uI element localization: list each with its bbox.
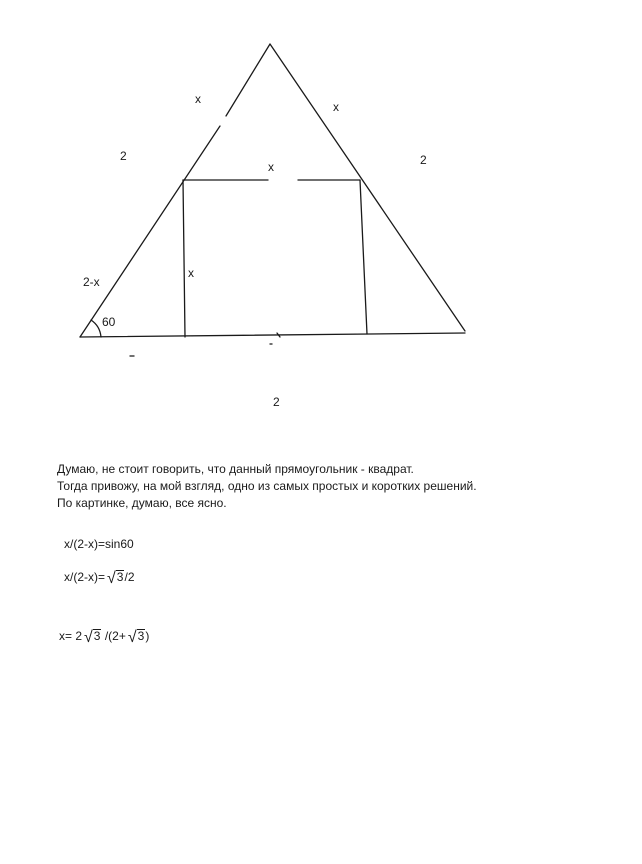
label-top-right-x: x — [333, 100, 339, 114]
note-line-1: Думаю, не стоит говорить, что данный прямоугольник - квадрат. — [57, 462, 414, 476]
label-lower-left-2x: 2-x — [83, 275, 100, 289]
formula-1-text: x/(2-x)=sin60 — [64, 537, 134, 551]
square-left-side — [183, 180, 185, 337]
formula-3-right: ) — [145, 629, 150, 643]
sqrt-icon: √3 — [107, 570, 124, 587]
label-right-side-2: 2 — [420, 153, 427, 167]
formula-3-mid: /(2+ — [101, 629, 126, 643]
sqrt-icon: √3 — [84, 629, 101, 646]
triangle-left-side-upper — [226, 44, 270, 116]
square-right-side — [360, 180, 367, 334]
label-square-top-x: x — [268, 160, 274, 174]
note-line-2: Тогда привожу, на мой взгляд, одно из самых простых и коротких решений. — [57, 479, 477, 493]
formula-2-left: x/(2-x)= — [64, 570, 106, 584]
formula-2-right: /2 — [124, 570, 135, 584]
label-top-left-x: x — [195, 92, 201, 106]
formula-3-radicand-2: 3 — [137, 629, 145, 643]
note-line-3: По картинке, думаю, все ясно. — [57, 496, 227, 510]
formula-2-radicand: 3 — [116, 570, 124, 584]
sqrt-icon: √3 — [127, 629, 145, 646]
triangle-right-side — [270, 44, 465, 331]
formula-3-left: x= 2 — [59, 629, 83, 643]
triangle-left-side-lower — [80, 126, 220, 337]
formula-3 — [59, 629, 149, 644]
triangle-base — [80, 333, 465, 337]
label-base-2: 2 — [273, 395, 280, 409]
label-left-side-2: 2 — [120, 149, 127, 163]
angle-arc — [91, 320, 101, 337]
formula-1 — [64, 537, 134, 551]
formula-2 — [64, 570, 135, 585]
label-square-side-x: x — [188, 266, 194, 280]
label-angle-60: 60 — [102, 315, 116, 329]
formula-3-radicand: 3 — [93, 629, 101, 643]
